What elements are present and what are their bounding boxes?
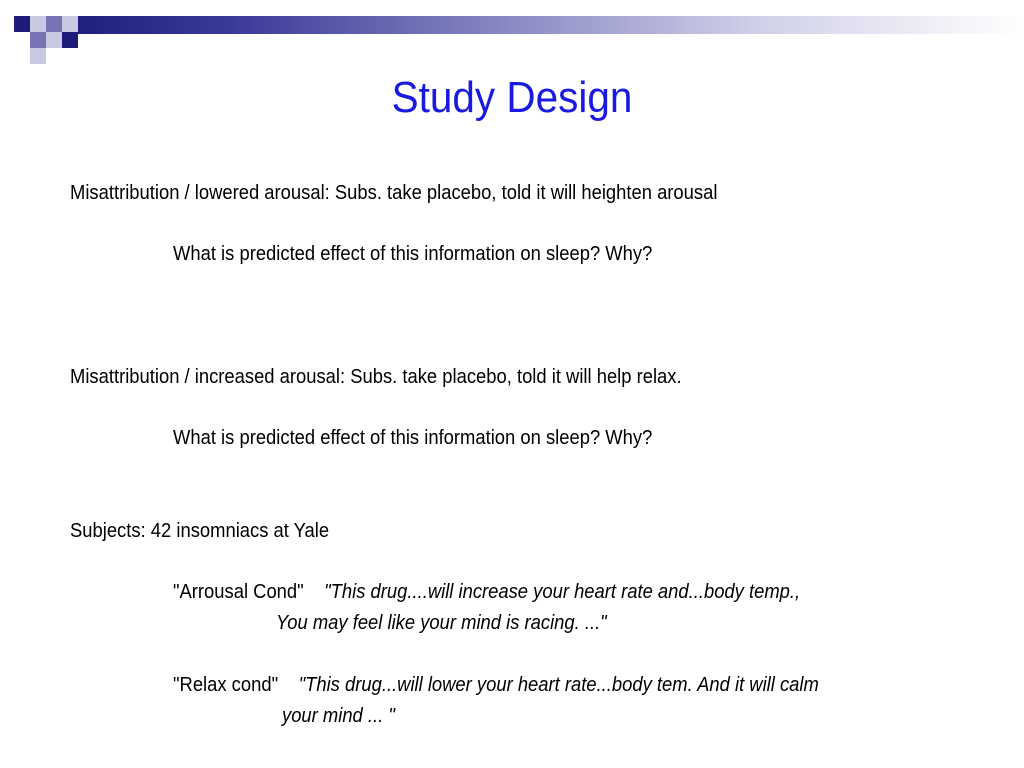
decorative-square-mid <box>30 32 46 48</box>
arousal-condition-line <box>173 580 800 604</box>
study-line-1: Misattribution / lowered arousal: Subs. take placebo, told it will heighten arousal <box>70 182 718 204</box>
decorative-square-light <box>46 32 62 48</box>
decorative-square-light <box>62 16 78 32</box>
arousal-condition-quote-continued: You may feel like your mind is racing. ..." <box>276 612 607 634</box>
decorative-square-dark <box>62 32 78 48</box>
study-line-2: Misattribution / increased arousal: Subs. take placebo, told it will help relax. <box>70 366 682 388</box>
relax-condition-quote: "This drug...will lower your heart rate...body tem. And it will calm <box>298 674 819 696</box>
arousal-condition-quote: "This drug....will increase your heart rate and...body temp., <box>324 581 801 603</box>
relax-condition-label: "Relax cond" <box>173 674 279 696</box>
decorative-square-mid <box>46 16 62 32</box>
decorative-square-light <box>30 16 46 32</box>
relax-condition-quote-continued: your mind ... " <box>282 705 395 727</box>
slide-title: Study Design <box>391 73 633 122</box>
header-gradient-bar <box>60 16 1024 34</box>
decorative-square-light <box>30 48 46 64</box>
study-question-2: What is predicted effect of this information on sleep? Why? <box>173 427 653 449</box>
decorative-square-dark <box>14 16 30 32</box>
study-question-1: What is predicted effect of this information on sleep? Why? <box>173 243 653 265</box>
arousal-condition-label: "Arrousal Cond" <box>173 581 304 603</box>
subjects-line: Subjects: 42 insomniacs at Yale <box>70 520 330 542</box>
relax-condition-line <box>173 673 819 697</box>
